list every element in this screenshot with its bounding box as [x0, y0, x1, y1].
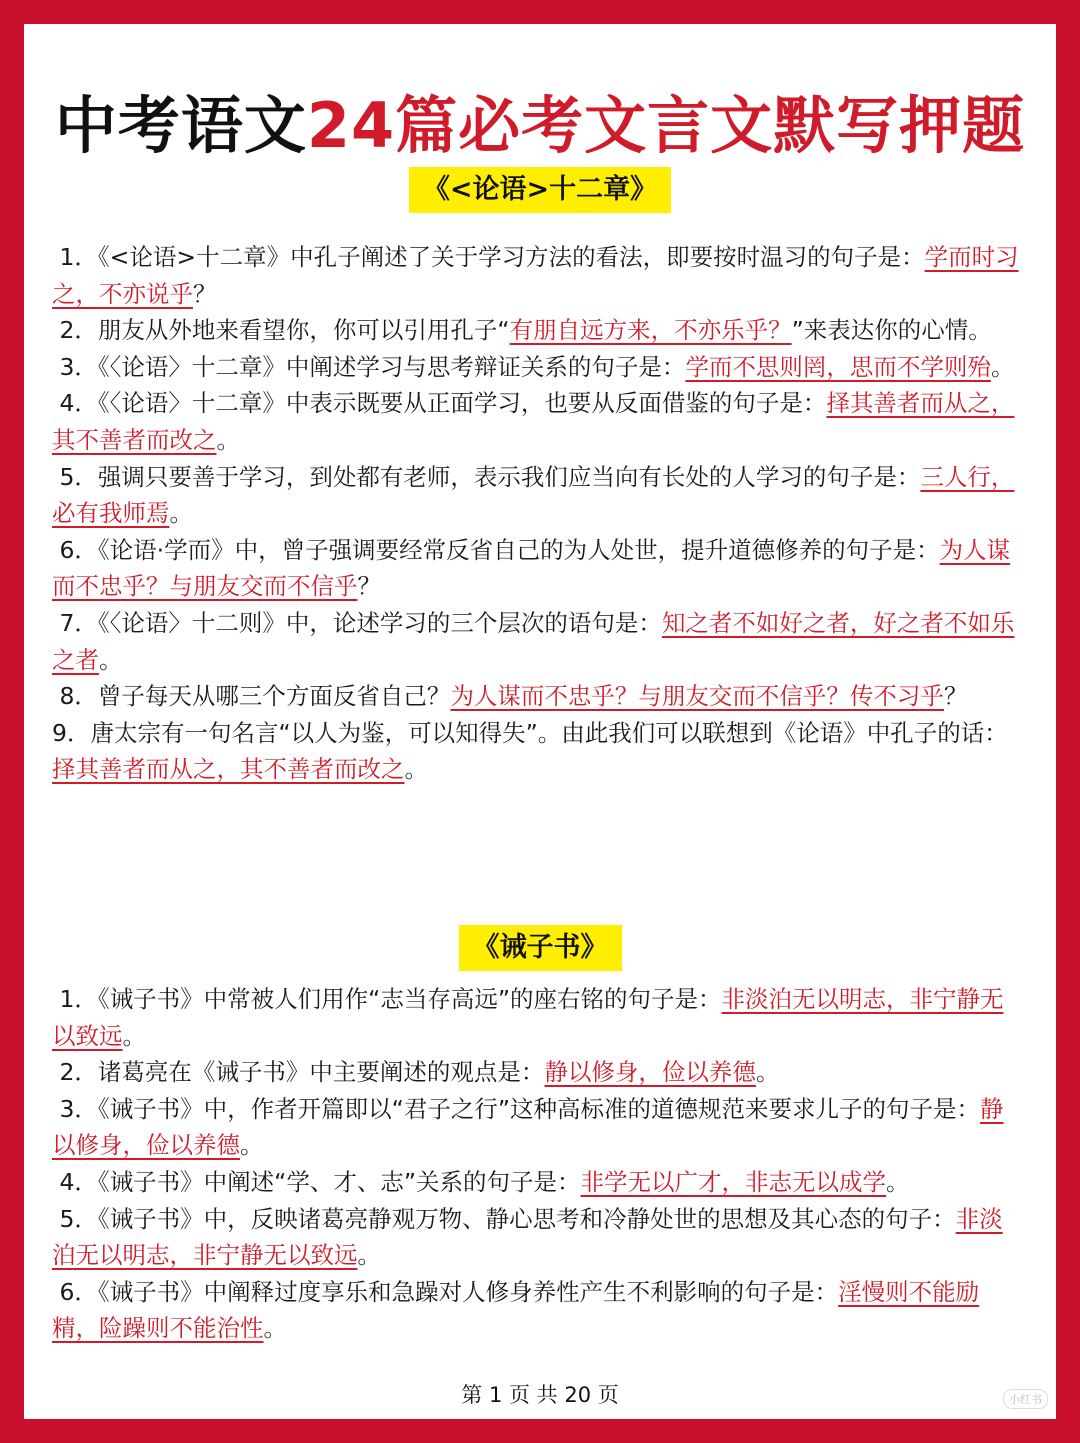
- answer-text: 淫慢则不能励精，险躁则不能治性: [52, 1277, 980, 1343]
- title-black: 中考语文: [54, 89, 307, 162]
- question-item: 3．《诫子书》中，作者开篇即以“君子之行”这种高标准的道德规范来要求儿子的句子是：静以修身，俭以养德。: [52, 1094, 1004, 1160]
- title-red: 24篇必考文言文默写押题: [306, 89, 1026, 162]
- question-item: 6．《诫子书》中阐释过度享乐和急躁对人修身养性产生不利影响的句子是：淫慢则不能励精，险躁则不能治性。: [52, 1277, 980, 1343]
- question-item: 1．《<论语>十二章》中孔子阐述了关于学习方法的看法，即要按时温习的句子是：学而时习之，不亦说乎？: [52, 243, 1019, 308]
- answer-text: 择其善者而从之，其不善者而改之: [52, 389, 1015, 454]
- section-heading-lunyu: 《<论语>十二章》: [24, 167, 1056, 213]
- question-item: 7．《〈论语〉十二则》中，论述学习的三个层次的语句是：知之者不如好之者，好之者不如乐之者。: [52, 608, 1015, 674]
- question-item: 2．朋友从外地来看望你，你可以引用孔子“有朋自远方来，不亦乐乎？”来表达你的心情。: [59, 316, 992, 345]
- question-item: 4．《〈论语〉十二章》中表示既要从正面学习，也要从反面借鉴的句子是：择其善者而从之，其不善者而改之。: [52, 389, 1015, 454]
- document-page: [24, 24, 1056, 1419]
- section-heading-jiezishu: 《诫子书》: [24, 925, 1056, 971]
- question-item: 5．强调只要善于学习，到处都有老师，表示我们应当向有长处的人学习的句子是：三人行，必有我师焉。: [52, 462, 1015, 528]
- answer-text: 非淡泊无以明志，非宁静无以致远: [52, 1204, 1003, 1270]
- answer-text: 非学无以广才，非志无以成学: [580, 1167, 887, 1196]
- answer-text: 三人行，必有我师焉: [52, 462, 1015, 528]
- answer-text: 静以修身，俭以养德: [52, 1094, 1004, 1160]
- question-item: 2．诸葛亮在《诫子书》中主要阐述的观点是：静以修身，俭以养德。: [59, 1058, 780, 1087]
- question-item: 1．《诫子书》中常被人们用作“志当存高远”的座右铭的句子是：非淡泊无以明志，非宁静无以致远。: [52, 985, 1004, 1050]
- question-item: 3．《〈论语〉十二章》中阐述学习与思考辩证关系的句子是：学而不思则罔，思而不学则殆。: [59, 352, 1015, 381]
- question-list-lunyu: [52, 239, 1020, 788]
- answer-text: 学而时习之，不亦说乎: [52, 243, 1019, 308]
- answer-text: 择其善者而从之，其不善者而改之: [52, 755, 405, 784]
- question-list-jiezishu: [52, 981, 1020, 1347]
- question-item: 9．唐太宗有一句名言“以人为鉴，可以知得失”。由此我们可以联想到《论语》中孔子的话：择其善者而从之，其不善者而改之。: [52, 718, 1008, 784]
- question-item: 8．曾子每天从哪三个方面反省自己？为人谋而不忠乎？与朋友交而不信乎？传不习乎？: [59, 682, 968, 711]
- question-item: 4．《诫子书》中阐述“学、才、志”关系的句子是：非学无以广才，非志无以成学。: [59, 1167, 910, 1196]
- answer-text: 学而不思则罔，思而不学则殆: [685, 352, 991, 381]
- answer-text: 为人谋而不忠乎？与朋友交而不信乎: [52, 535, 1011, 601]
- watermark-logo: 小红书: [1003, 1389, 1048, 1409]
- page-title: [24, 86, 1056, 166]
- answer-text: 知之者不如好之者，好之者不如乐之者: [52, 608, 1015, 674]
- answer-text: 为人谋而不忠乎？与朋友交而不信乎？传不习乎: [450, 682, 944, 711]
- page-number: 第 1 页 共 20 页: [461, 1383, 619, 1407]
- answer-text: 非淡泊无以明志，非宁静无以致远: [52, 985, 1004, 1050]
- question-item: 6．《论语·学而》中，曾子强调要经常反省自己的为人处世，提升道德修养的句子是：为人谋而不忠乎？与朋友交而不信乎？: [52, 535, 1011, 601]
- answer-text: 有朋自远方来，不亦乐乎？: [509, 316, 792, 345]
- question-item: 5．《诫子书》中，反映诸葛亮静观万物、静心思考和冷静处世的思想及其心态的句子：非淡泊无以明志，非宁静无以致远。: [52, 1204, 1003, 1270]
- answer-text: 静以修身，俭以养德: [544, 1058, 756, 1087]
